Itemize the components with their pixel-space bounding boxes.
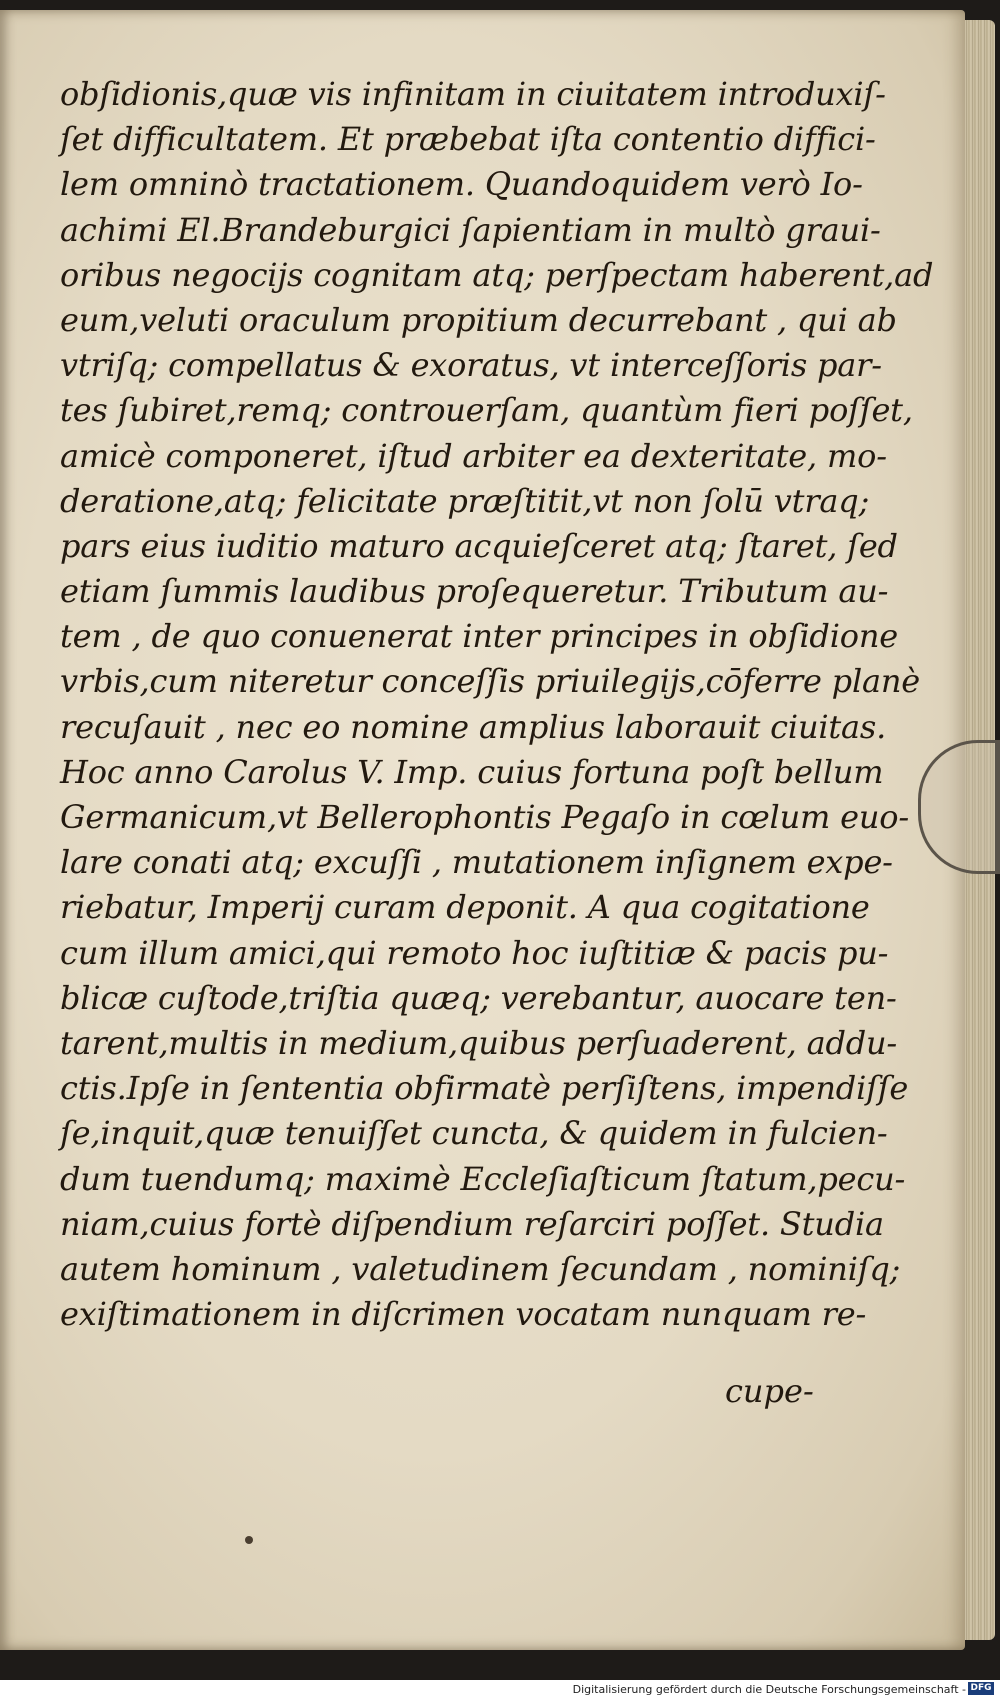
text-line: eum,veluti oraculum propitium decurrebant , qui ab	[60, 300, 897, 339]
text-line: deratione,atq; felicitate præſtitit,vt non ſolū vtraq;	[60, 481, 870, 520]
text-line: riebatur, Imperij curam deponit. A qua cogitatione	[60, 888, 870, 927]
text-line: achimi El.Brandeburgici ſapientiam in multò graui-	[60, 210, 881, 249]
text-line: pars eius iuditio maturo acquieſceret atq; ſtaret, ſed	[60, 526, 898, 565]
ink-speck	[245, 1536, 253, 1544]
text-line: oribus negocijs cognitam atq; perſpectam haberent,ad	[60, 255, 934, 294]
text-line: autem hominum , valetudinem ſecundam , nominiſq;	[60, 1249, 901, 1288]
text-line: Hoc anno Carolus V. Imp. cuius fortuna poſt bellum	[60, 752, 884, 791]
text-line: etiam ſummis laudibus proſequeretur. Tributum au-	[60, 572, 889, 611]
text-line: cum illum amici,qui remoto hoc iuſtitiæ & pacis pu-	[60, 933, 889, 972]
text-line: tarent,multis in medium,quibus perſuaderent, addu-	[60, 1023, 898, 1062]
text-line: lem omninò tractationem. Quandoquidem verò Io-	[60, 165, 863, 204]
text-line: recuſauit , nec eo nomine amplius laborauit ciuitas.	[60, 707, 887, 746]
body-text	[60, 72, 934, 1337]
text-line: vtriſq; compellatus & exoratus, vt interceſſoris par-	[60, 346, 882, 385]
catchword: cupe-	[725, 1372, 814, 1410]
text-line: obſidionis,quæ vis infinitam in ciuitatem introduxiſ-	[60, 75, 886, 113]
text-line: ſe,inquit,quæ tenuiſſet cuncta, & quidem in fulcien-	[60, 1114, 888, 1153]
text-line: ſet difficultatem. Et præbebat iſta contentio diffici-	[60, 120, 876, 159]
text-line: Germanicum,vt Bellerophontis Pegaſo in cœlum euo-	[60, 798, 909, 836]
text-line: niam,cuius fortè diſpendium reſarciri poſſet. Studia	[60, 1204, 884, 1243]
footer-credit: Digitalisierung gefördert durch die Deutsche Forschungsgemeinschaft -	[572, 1683, 966, 1696]
text-line: lare conati atq; excuſſi , mutationem inſignem expe-	[60, 843, 893, 882]
text-line: tes ſubiret,remq; controuerſam, quantùm fieri poſſet,	[60, 391, 913, 430]
text-line: tem , de quo conuenerat inter principes in obſidione	[60, 617, 898, 656]
text-line: amicè componeret, iſtud arbiter ea dexteritate, mo-	[60, 436, 887, 475]
text-line: dum tuendumq; maximè Eccleſiaſticum ſtatum,pecu-	[60, 1159, 906, 1198]
text-line: vrbis,cum niteretur conceſſis priuilegijs,cōferre planè	[60, 662, 921, 701]
text-line: blicæ cuſtode,triſtia quæq; verebantur, auocare ten-	[60, 978, 897, 1017]
text-line: ctis.Ipſe in ſententia obfirmatè perſiſtens, impendiſſe	[60, 1069, 909, 1108]
text-line: exiſtimationem in diſcrimen vocatam nunquam re-	[60, 1295, 867, 1334]
dfg-logo: DFG	[968, 1682, 994, 1695]
